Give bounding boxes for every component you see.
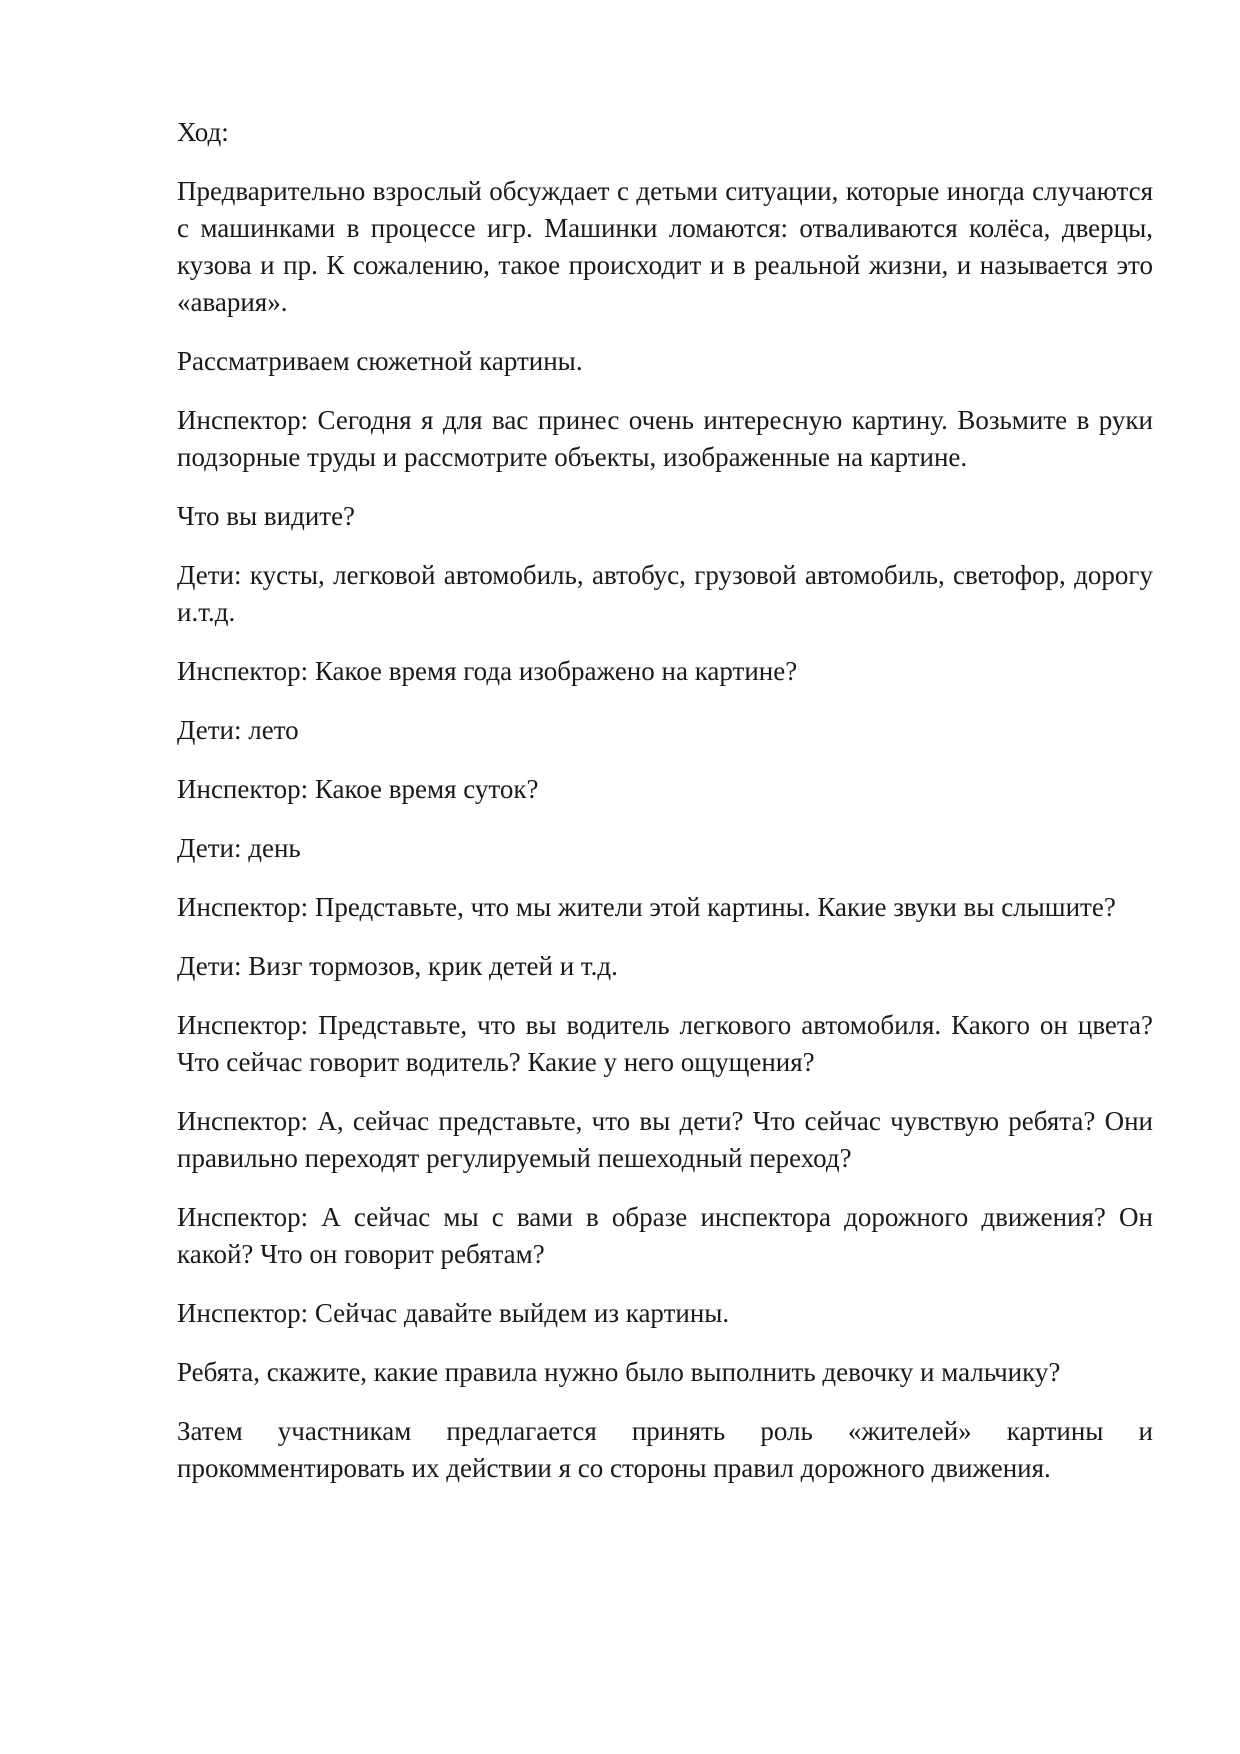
paragraph: Инспектор: Какое время суток? [177,774,539,804]
paragraph: Инспектор: Представьте, что мы жители этой картины. Какие звуки вы слышите? [177,892,1116,922]
paragraph: Рассматриваем сюжетной картины. [177,346,583,376]
paragraph: Инспектор: Сейчас давайте выйдем из картины. [177,1298,730,1328]
paragraph: Инспектор: Представьте, что вы водитель легкового автомобиля. Какого он цвета? Что сейчас говорит водитель? Какие у него ощущения? [177,1010,1153,1077]
paragraph: Дети: лето [177,715,299,745]
paragraph: Ребята, скажите, какие правила нужно было выполнить девочку и мальчику? [177,1357,1061,1387]
paragraph: Инспектор: Какое время года изображено на картине? [177,656,798,686]
paragraph: Затем участникам предлагается принять роль «жителей» картины и прокомментировать их действии я со стороны правил дорожного движения. [177,1416,1153,1483]
paragraph: Инспектор: А сейчас мы с вами в образе инспектора дорожного движения? Он какой? Что он говорит ребятам? [177,1202,1153,1269]
paragraph: Дети: день [177,833,301,863]
paragraph: Предварительно взрослый обсуждает с детьми ситуации, которые иногда случаются с машинками в процессе игр. Машинки ломаются: отваливаются колёса, дверцы, кузова и пр. К сожалению, такое происходит и в реальной жизни, и называется это «авария». [177,176,1153,317]
paragraph: Инспектор: А, сейчас представьте, что вы дети? Что сейчас чувствую ребята? Они правильно переходят регулируемый пешеходный переход? [177,1106,1153,1173]
document-body [177,114,1153,1509]
paragraph: Что вы видите? [177,501,356,531]
paragraph: Инспектор: Сегодня я для вас принес очень интересную картину. Возьмите в руки подзорные труды и рассмотрите объекты, изображенные на картине. [177,405,1153,472]
paragraph: Дети: кусты, легковой автомобиль, автобус, грузовой автомобиль, светофор, дорогу и.т.д. [177,560,1153,627]
paragraph: Дети: Визг тормозов, крик детей и т.д. [177,951,618,981]
paragraph-heading: Ход: [177,117,229,147]
